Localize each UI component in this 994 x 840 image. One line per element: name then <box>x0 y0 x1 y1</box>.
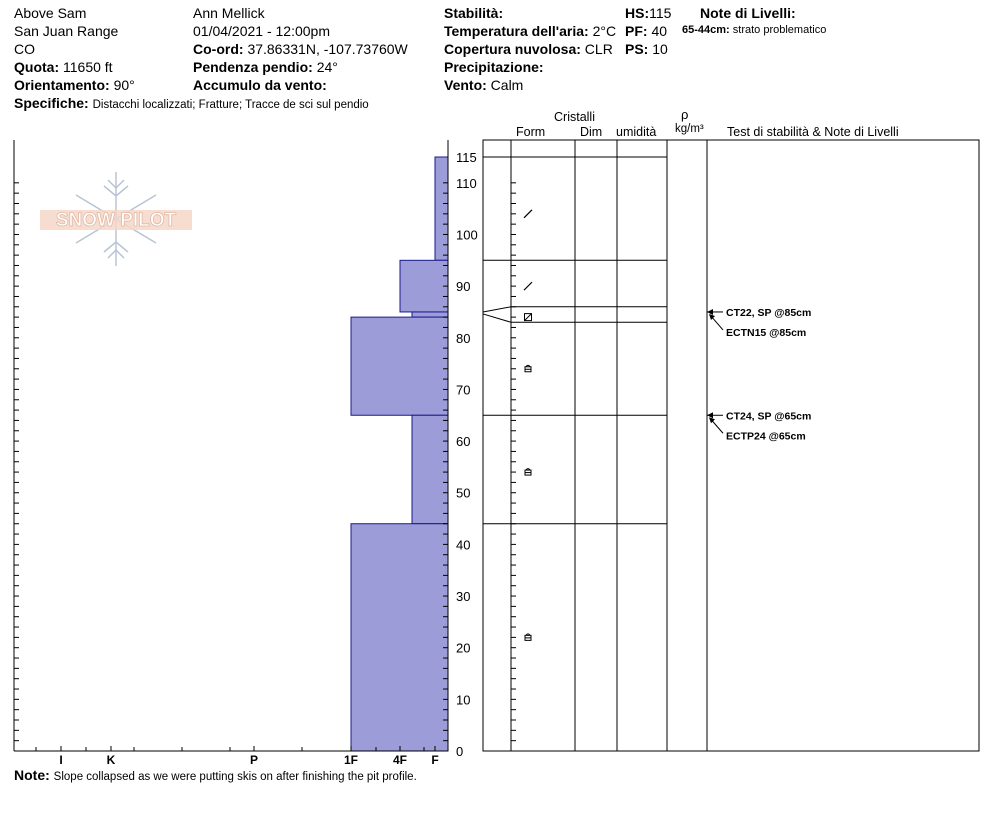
grain-box-diagonal <box>525 314 532 321</box>
depth-tick-label: 100 <box>456 227 478 243</box>
sky-value: CLR <box>584 41 613 57</box>
hardness-layers <box>351 157 448 751</box>
col-form: Form <box>516 125 546 139</box>
aspect-label: Orientamento: <box>14 77 110 93</box>
observer: Ann Mellick <box>193 5 265 21</box>
col-crystals: Cristalli <box>554 110 595 124</box>
col-rho: ρ <box>681 107 689 122</box>
air-temp-value: 2°C <box>592 23 617 39</box>
grain-slash-icon <box>524 210 532 218</box>
range: San Juan Range <box>14 23 119 39</box>
footer-note <box>14 768 417 784</box>
stability-label: Stabilità: <box>444 5 504 21</box>
sky-label: Copertura nuvolosa: <box>444 41 581 57</box>
layer-notes-title: Note di Livelli: <box>700 5 796 21</box>
hardness-bar <box>351 317 448 415</box>
hardness-tick-label: 1F <box>343 753 359 767</box>
test-arrow-head <box>707 412 713 418</box>
test-arrow-head <box>707 309 713 315</box>
layer-connector <box>483 307 511 312</box>
snowpilot-logo <box>40 172 192 266</box>
col-density-unit: kg/m³ <box>675 123 704 135</box>
hardness-tick-label: F <box>431 753 439 767</box>
depth-tick-label: 0 <box>456 744 464 759</box>
col-stability-notes: Test di stabilità & Note di Livelli <box>727 125 899 139</box>
depth-tick-label: 40 <box>456 537 471 553</box>
wind-value: Calm <box>490 77 524 93</box>
hardness-tick-label: 4F <box>392 753 408 767</box>
wind-load-label: Accumulo da vento: <box>193 77 327 93</box>
note-label: Note: <box>14 767 50 783</box>
coord-label: Co-ord: <box>193 41 244 57</box>
layer-note-range: 65-44cm: <box>682 24 730 36</box>
test-label: CT22, SP @85cm <box>726 306 812 319</box>
layer-connector <box>483 314 511 322</box>
specifics-value: Distacchi localizzati; Fratture; Tracce de sci sul pendio <box>92 99 369 111</box>
pf-value: 40 <box>651 23 668 39</box>
air-temp-label: Temperatura dell'aria: <box>444 23 589 39</box>
layer-note-text: strato problematico <box>732 24 827 36</box>
hs-value: 115 <box>649 5 672 21</box>
hardness-tick-label: I <box>59 753 63 767</box>
note-text: Slope collapsed as we were putting skis on after finishing the pit profile. <box>53 771 417 783</box>
stability-tests <box>707 307 811 442</box>
hardness-tick-label: P <box>249 753 259 767</box>
depth-tick-label: 70 <box>456 382 471 398</box>
hardness-bar <box>412 415 448 523</box>
wind-label: Vento: <box>444 77 487 93</box>
depth-tick-label: 90 <box>456 279 471 295</box>
location: Above Sam <box>14 5 87 21</box>
elevation-value: 11650 ft <box>63 59 113 75</box>
slope-label: Pendenza pendio: <box>193 59 313 75</box>
hardness-bar <box>412 312 448 317</box>
logo-text: SNOW PILOT <box>55 210 177 231</box>
depth-tick-label: 50 <box>456 485 471 501</box>
test-label: CT24, SP @65cm <box>726 410 812 423</box>
ps-label: PS: <box>625 41 649 57</box>
col-moisture: umidità <box>616 125 657 139</box>
hardness-tick-label: K <box>106 753 116 767</box>
grain-forms <box>524 210 532 641</box>
coord-value: 37.86331N, -107.73760W <box>247 41 408 57</box>
hardness-bar <box>351 524 448 751</box>
grain-slash-icon <box>524 282 532 290</box>
slope-value: 24° <box>316 59 338 75</box>
col-size: Dim <box>580 125 603 139</box>
aspect-value: 90° <box>113 77 135 93</box>
specifics-label: Specifiche: <box>14 95 89 111</box>
test-label: ECTP24 @65cm <box>726 430 806 443</box>
datetime: 01/04/2021 - 12:00pm <box>193 23 330 39</box>
elevation-label: Quota: <box>14 59 60 75</box>
hardness-bar <box>400 260 448 312</box>
chart-frame <box>14 140 979 751</box>
depth-tick-label: 10 <box>456 692 471 708</box>
pf-label: PF: <box>625 23 648 39</box>
hs-label: HS: <box>625 5 650 21</box>
depth-tick-label: 60 <box>456 434 471 450</box>
depth-tick-label: 115 <box>456 150 477 165</box>
state: CO <box>14 41 35 57</box>
test-label: ECTN15 @85cm <box>726 326 807 339</box>
depth-tick-label: 80 <box>456 330 471 346</box>
depth-tick-label: 30 <box>456 589 471 605</box>
depth-tick-label: 110 <box>456 175 477 191</box>
precip-label: Precipitazione: <box>444 59 544 75</box>
depth-tick-label: 20 <box>456 640 471 656</box>
profile-table-border <box>483 140 979 751</box>
ps-value: 10 <box>652 41 668 57</box>
